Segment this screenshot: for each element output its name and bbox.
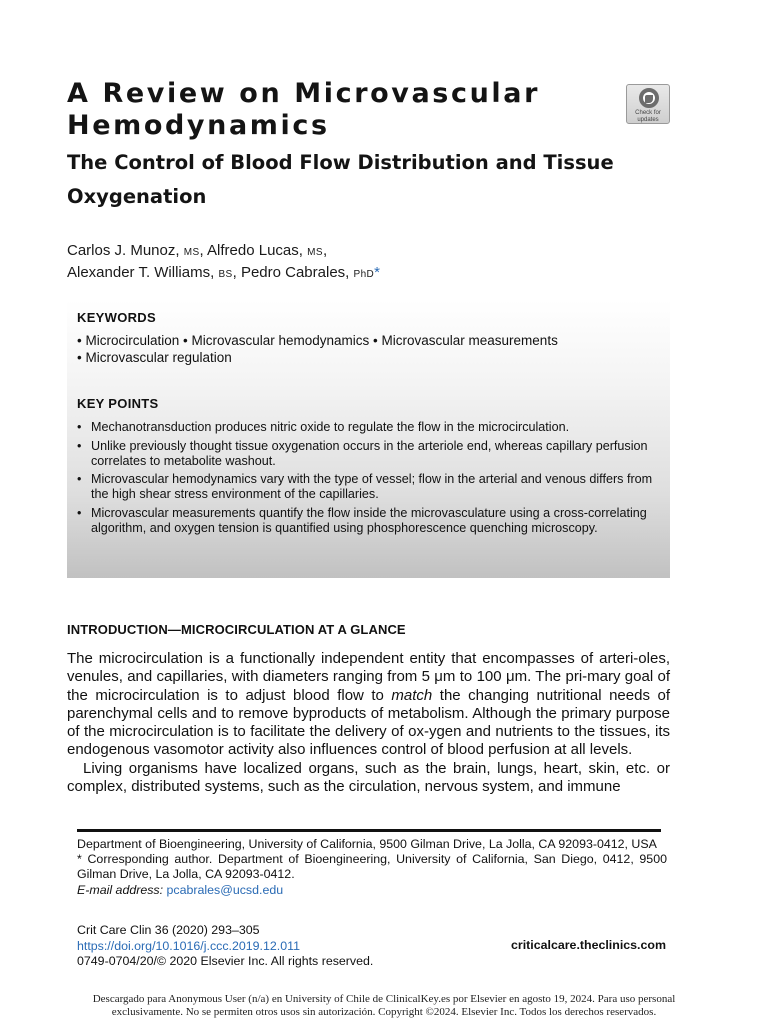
keywords-line: • Microvascular regulation xyxy=(77,350,232,365)
journal-reference: Crit Care Clin 36 (2020) 293–305 xyxy=(77,923,260,937)
paragraph: Living organisms have localized organs, such as the brain, lungs, heart, skin, etc. or complex, distributed systems, such as the circulation, nervous system, and immune xyxy=(67,759,670,796)
keywords-heading: KEYWORDS xyxy=(77,310,156,325)
author-line-2: Alexander T. Williams, BS, Pedro Cabrales, PhD* xyxy=(67,264,381,281)
citation-block xyxy=(77,923,373,970)
keywords-line: • Microcirculation • Microvascular hemodynamics • Microvascular measurements xyxy=(77,333,558,348)
doi-link[interactable]: https://doi.org/10.1016/j.ccc.2019.12.011 xyxy=(77,938,300,953)
key-point-item: • Microvascular hemodynamics vary with the type of vessel; flow in the arterial and venous differs from the high shear stress environment of the capillaries. xyxy=(77,472,662,502)
key-point-item: • Unlike previously thought tissue oxygenation occurs in the arteriole end, whereas capillary perfusion correlates to metabolite washout. xyxy=(77,439,662,469)
intro-body xyxy=(67,650,670,796)
journal-website[interactable]: criticalcare.theclinics.com xyxy=(511,938,666,952)
author-name: Alfredo Lucas xyxy=(207,242,299,259)
check-for-updates-badge[interactable] xyxy=(626,84,670,124)
author-degree: MS xyxy=(183,247,200,258)
emphasis: match xyxy=(391,686,433,704)
article-title: A Review on Microvascular Hemodynamics xyxy=(67,78,540,141)
author-name: Carlos J. Munoz xyxy=(67,242,176,259)
key-points-list xyxy=(77,420,662,539)
article-subtitle: The Control of Blood Flow Distribution and Tissue Oxygenation xyxy=(67,151,614,208)
key-point-item: • Microvascular measurements quantify the flow inside the microvasculature using a cross-correlating algorithm, and oxygen tension is quantified using phosphorescence quenching microscopy. xyxy=(77,506,662,536)
key-point-item: • Mechanotransduction produces nitric oxide to regulate the flow in the microcirculation. xyxy=(77,420,662,435)
issn-copyright: 0749-0704/20/© 2020 Elsevier Inc. All rights reserved. xyxy=(77,954,374,968)
check-for-updates-icon xyxy=(639,88,659,108)
keywords-keypoints-box xyxy=(67,300,670,578)
paragraph: The microcirculation is a functionally independent entity that encompasses of arteri-oles, venules, and capillaries, with diameters ranging from 5 μm to 100 μm. The pri-mary goal of the microcirculation is to adjust blood flow to match the changing nutritional needs of parenchymal cells and to remove byproducts of metabolism. Although the primary purpose of the microcirculation is to facilitate the delivery of ox-ygen and nutrients to the tissues, its endogenous vasomotor activity also influences control of blood perfusion at all levels. xyxy=(67,650,670,759)
footnote-rule xyxy=(77,829,661,832)
footnotes xyxy=(77,837,667,898)
author-degree: BS xyxy=(218,269,233,280)
download-notice: Descargado para Anonymous User (n/a) en University of Chile de ClinicalKey.es por Elsevier en agosto 19, 2024. Para uso personal exclusivamente. No se permiten otros usos sin autorización. Copyright ©2024. Elsevier Inc. Todos los derechos reservados. xyxy=(92,993,676,1018)
email-label: E-mail address: xyxy=(77,882,164,897)
author-degree: MS xyxy=(307,247,323,258)
section-heading: INTRODUCTION—MICROCIRCULATION AT A GLANCE xyxy=(67,622,406,637)
author-list xyxy=(67,241,380,285)
key-points-heading: KEY POINTS xyxy=(77,396,159,411)
author-degree: PhD xyxy=(353,269,375,280)
corresponding-author-note: * Corresponding author. Department of Bioengineering, University of California, San Diego, 0412, 9500 Gilman Drive, La Jolla, CA 92093-0412. xyxy=(77,852,667,882)
affiliation: Department of Bioengineering, University of California, 9500 Gilman Drive, La Jolla, CA 92093-0412, USA xyxy=(77,837,657,851)
author-line-1: Carlos J. Munoz, MS, Alfredo Lucas, MS, xyxy=(67,242,328,259)
author-name: Pedro Cabrales xyxy=(240,264,346,281)
email-line xyxy=(77,883,667,898)
email-link[interactable]: pcabrales@ucsd.edu xyxy=(166,882,284,897)
corresponding-author-marker[interactable]: * xyxy=(374,264,381,281)
author-name: Alexander T. Williams xyxy=(67,264,211,281)
badge-label: Check for updates xyxy=(635,110,661,123)
